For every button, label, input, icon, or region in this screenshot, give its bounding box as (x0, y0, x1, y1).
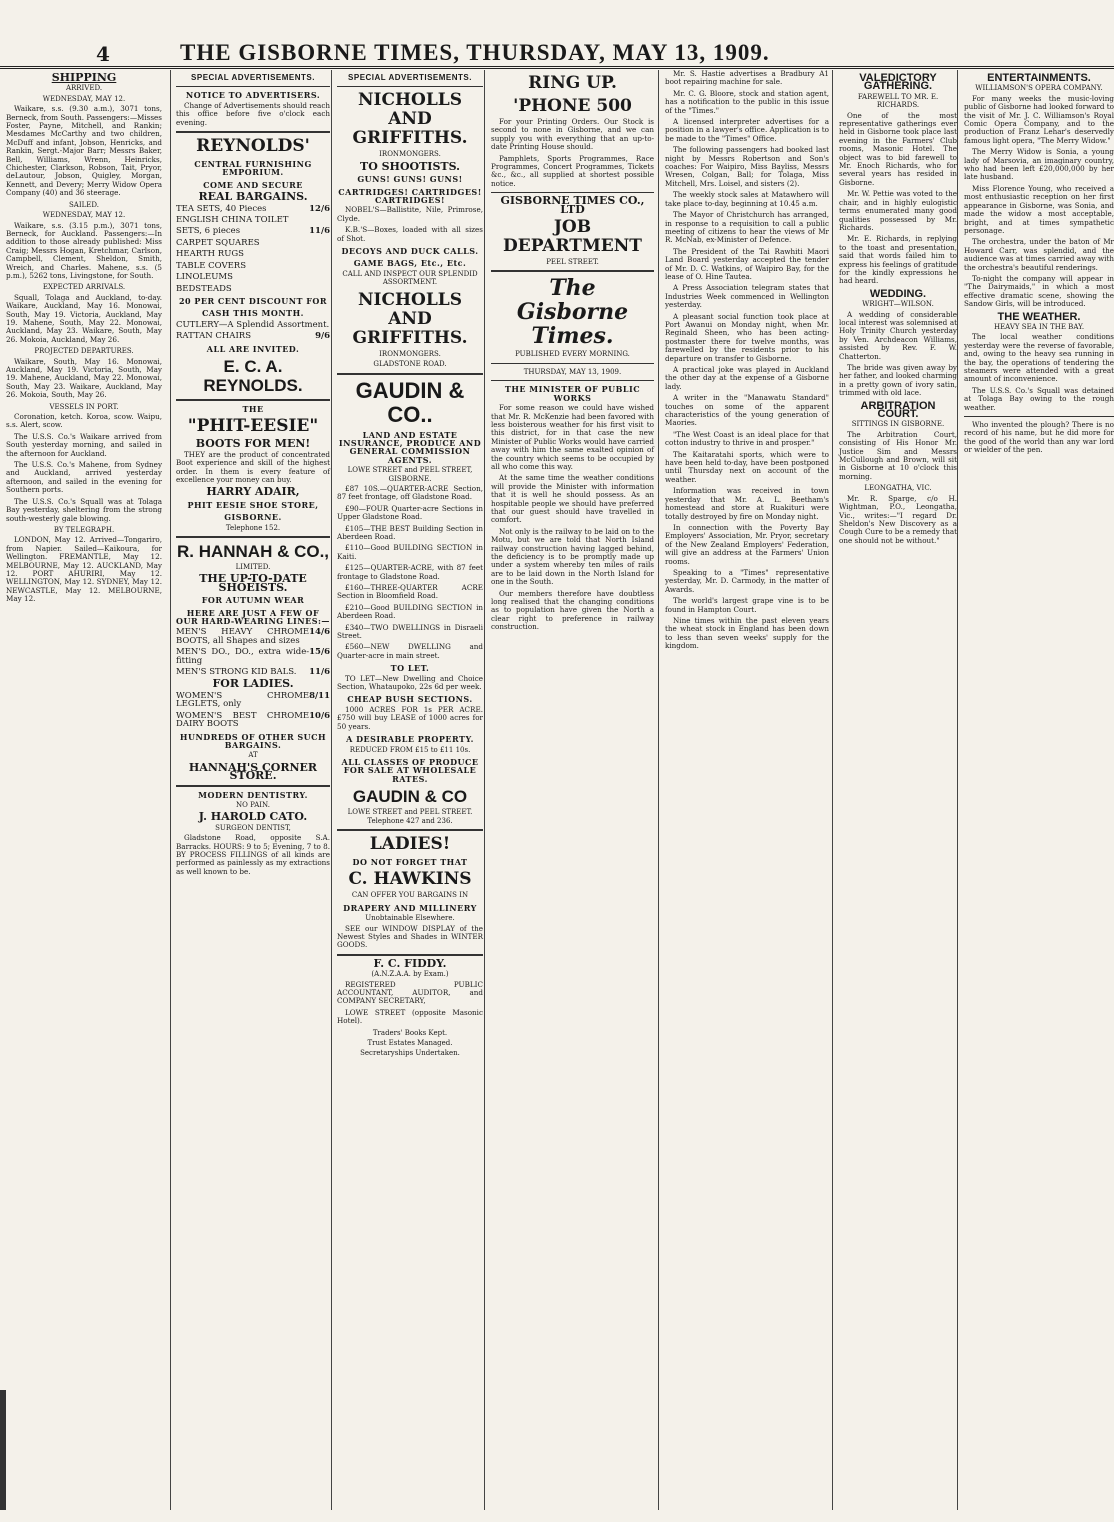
pamphlets-text: Pamphlets, Sports Programmes, Race Programmes, Concert Programmes, Tickets &c., &c., all supplied at shortest possible notice. (491, 153, 654, 188)
news-item: The Mayor of Christchurch has arranged, in response to a requisition to call a public meeting of citizens to hear the views of Mr R. McNab, ex-Minister of Defence. (665, 210, 829, 245)
boots-heading: BOOTS FOR MEN! (195, 437, 311, 451)
cartridges-line: CARTRIDGES! CARTRIDGES! CARTRIDGES! (338, 186, 482, 206)
nicholls-heading-2: NICHOLLS AND GRIFFITHS. (352, 289, 468, 348)
dos-line: MEN'S DO., DO., extra wide-fitting 15/6 (176, 647, 330, 666)
news-item: The weekly stock sales at Matawhero will take place to-day, beginning at 10.45 a.m. (665, 190, 829, 208)
valedictory-para: One of the most representative gatherings ever held in Gisborne took place last evening in the Farmers' Club rooms, Masonic Hotel. The object was to bid farewell to Mr. Enoch Richards, who for several years has resided in Gisborne. (839, 110, 957, 187)
boots-text: THEY are the product of concentrated Boot experience and skill of the highest order. In them is every feature of excellence your money can buy. (176, 449, 330, 484)
land-estate: LAND AND ESTATE INSURANCE, PRODUCE AND GENERAL COMMISSION AGENTS. (338, 429, 482, 465)
listing-9: £560—NEW DWELLING and Quarter-acre in main street. (337, 642, 483, 660)
for-ladies: FOR LADIES. (212, 677, 294, 691)
plough-para: Who invented the plough? There is no record of his name, but he did more for the good of the world than any war lord or wielder of the pen. (964, 420, 1114, 455)
notice-heading: NOTICE TO ADVERTISERS. (185, 90, 321, 101)
cheap-bush-text: 1000 ACRES FOR 1s PER ACRE. £750 will buy LEASE of 1000 acres for 50 years. (337, 704, 483, 731)
nobel-text: NOBEL'S—Ballistite, Nile, Primrose, Clyde. (337, 205, 483, 223)
news-item: A Press Association telegram states that Industries Week commenced in Wellington yesterday. (665, 283, 829, 310)
wedding-para: The bride was given away by her father, and looked charming in a pretty gown of ivory satin, trimmed with old lace. (839, 363, 957, 398)
minister-heading: THE MINISTER OF PUBLIC WORKS (504, 384, 641, 403)
gaudin-heading: GAUDIN & CO.. (355, 377, 465, 427)
gaudin-heading-2: GAUDIN & CO (352, 787, 468, 807)
port-heading: VESSELS IN PORT. (49, 402, 119, 411)
gisborne-label: GISBORNE. (224, 512, 282, 523)
invited-line: ALL ARE INVITED. (206, 343, 300, 354)
column-local-news (658, 70, 835, 1510)
lowe-street-2: LOWE STREET and PEEL STREET. Telephone 427 and 236. (347, 808, 473, 825)
secretaryships: Secretaryships Undertaken. (360, 1049, 460, 1058)
telegraph-text: LONDON, May 12. Arrived—Tongariro, from Napier. Sailed—Kaikoura, for Wellington. FREMANTLE, May 12. MELBOURNE, May 12. AUCKLAND, May 12. PORT AHURIRI, May 12. WELLINGTON, May 12. SYDNEY, May 12. NEWCASTLE, May 12. MELBOURNE, May 12. (6, 535, 162, 604)
sailed-heading: SAILED. (69, 200, 99, 209)
valedictory-para: Mr. E. Richards, in replying to the toast and presentation, said that words failed him to express his feelings of gratitude for the kindly expressions he had heard. (839, 234, 957, 286)
telegraph-heading: BY TELEGRAPH. (53, 525, 115, 534)
column-shipping (6, 70, 168, 1510)
trust-estates: Trust Estates Managed. (367, 1039, 453, 1048)
special-ads-heading: SPECIAL ADVERTISEMENTS. (191, 73, 315, 82)
nicholls-heading: NICHOLLS AND GRIFFITHS. (352, 90, 468, 149)
shipping-para: The U.S.S. Co.'s Waikare arrived from South yesterday morning, and sailed in the afternoon for Auckland. (6, 431, 162, 458)
entertainment-para: The Merry Widow is Sonia, a young lady of Marsovia, an imaginary country, who had been left £20,000,000 by her late husband. (964, 147, 1114, 182)
news-item: The following passengers had booked last night by Messrs Robertson and Son's coaches: For Waipiro, Miss Bayliss, Messrs Wresen, Colgan, Ball; for Tolaga, Miss Mitchell, Mrs. Loisel, and sisters (2). (665, 145, 829, 188)
autumn-wear: FOR AUTUMN WEAR (201, 595, 305, 606)
listing-5: £125—QUARTER-ACRE, with 87 feet frontage to Gladstone Road. (337, 563, 483, 581)
listing-7: £210—Good BUILDING SECTION in Aberdeen Road. (337, 602, 483, 621)
desirable-heading: A DESIRABLE PROPERTY. (346, 734, 474, 745)
shipping-para: The U.S.S. Co.'s Squall was at Tolaga Bay yesterday, sheltering from the strong south-westerly gale blowing. (6, 496, 162, 523)
sailed-text: Waikare, s.s. (3.15 p.m.), 3071 tons, Berneck, for Auckland. Passengers:—In addition to those already published: Miss Craig; Messrs Hogan, Kretchmar, Carlson, Campbell, Clement, Sheldon, Smith, Wreich, and Charles. Mahene, s.s. (5 p.m.), 5262 tons, Livingstone, for South. (6, 220, 162, 280)
carpet-line: CARPET SQUARES (176, 237, 260, 248)
port-text: Coronation, ketch. Koroa, scow. Waipu, s.s. Alert, scow. (6, 412, 162, 430)
listing-3: £105—THE BEST Building Section in Aberdeen Road. (337, 523, 483, 541)
editorial-para: Our members therefore have doubtless long realised that the changing conditions as to population have given the North a clear right to preference in railway construction. (491, 588, 654, 632)
discount-line: 20 PER CENT DISCOUNT FOR (178, 295, 328, 306)
weather-heading: THE WEATHER. (997, 310, 1081, 323)
table-line: TABLE COVERS (176, 260, 247, 271)
column-entertainments (957, 70, 1114, 1510)
valedictory-para: Mr. W. Pettie was voted to the chair, and in highly eulogistic terms enumerated many good qualities possessed by Mr. Richards. (839, 189, 957, 232)
news-item: A writer in the "Manawatu Standard" touches on some of the apparent characteristics of the young generation of Maories. (665, 393, 829, 428)
window-display: SEE our WINDOW DISPLAY of the Newest Styles and Shades in WINTER GOODS. (337, 923, 483, 950)
ladies-heading: LADIES! (369, 833, 451, 854)
to-let-text: TO LET—New Dwelling and Choice Section, Whataupoko, 22s 6d per week. (337, 673, 483, 692)
listing-8: £340—TWO DWELLINGS in Disraeli Street. (337, 622, 483, 641)
leongatha-para: Mr. R. Sparge, c/o H. Wightman, P.O., Leongatha, Vic., writes:—"I regard Dr. Sheldon's New Discovery as a Cough Cure to be a remedy that one should not be without." (839, 493, 957, 545)
reynolds-heading: REYNOLDS' (196, 136, 310, 157)
rattan-line: RATTAN CHAIRS 9/6 (176, 331, 330, 342)
sailed-date: WEDNESDAY, MAY 12. (42, 211, 126, 220)
ironmongers-2: IRONMONGERS. (379, 349, 441, 358)
lino-line: LINOLEUMS (176, 272, 233, 283)
real-bargains: REAL BARGAINS. (198, 190, 308, 204)
edge-mark (0, 1390, 6, 1510)
published-line: PUBLISHED EVERY MORNING. (515, 350, 630, 359)
news-item: A licensed interpreter advertises for a position in a lawyer's office. Application is to be made to the "Times" Office. (665, 117, 829, 143)
hearth-line: HEARTH RUGS (176, 249, 244, 260)
shipping-heading: SHIPPING (51, 71, 117, 84)
guns-line: GUNS! GUNS! GUNS! (357, 174, 463, 185)
newspaper-title: THE GISBORNE TIMES, THURSDAY, MAY 13, 1909. (180, 40, 770, 65)
news-item: Mr. S. Hastie advertises a Bradbury A1 boot repairing machine for sale. (665, 70, 829, 87)
news-item: Nine times within the past eleven years the wheat stock in England has been down to less than seven weeks' supply for the kingdom. (665, 615, 829, 651)
news-item: In connection with the Poverty Bay Employers' Association, Mr. Pryor, secretary of the New Zealand Employers' Federation, will give an address at the Farmers' Union rooms. (665, 522, 829, 566)
weather-para: The U.S.S. Co.'s Squall was detained at Tolaga Bay owing to the rough weather. (964, 385, 1114, 412)
toilet-sets-line: SETS, 6 pieces 11/6 (176, 226, 330, 237)
do-not-forget: DO NOT FORGET THAT (352, 856, 468, 867)
news-item: "The West Coast is an ideal place for that cotton industry to thrive in and prosper." (665, 429, 829, 448)
call-inspect: CALL AND INSPECT OUR SPLENDID ASSORTMENT. (342, 269, 478, 287)
column-advertisements-2 (331, 70, 488, 1510)
projected-heading: PROJECTED DEPARTURES. (34, 347, 134, 356)
drapery-line: DRAPERY AND MILLINERY (343, 902, 477, 913)
kb-text: K.B.'S—Boxes, loaded with all sizes of Shot. (337, 225, 483, 243)
cato-text: Gladstone Road, opposite S.A. Barracks. HOURS: 9 to 5; Evening, 7 to 8. BY PROCESS FILLINGS of all kinds are performed as painlessly as my extractions as well known to be. (176, 833, 330, 876)
save-line: CAN OFFER YOU BARGAINS IN (351, 891, 469, 900)
times-co: GISBORNE TIMES CO., LTD (500, 194, 645, 216)
arbitration-para: The Arbitration Court, consisting of His Honor Mr. Justice Sim and Messrs McCullough and Brown, will sit in Gisborne at 10 o'clock this morning. (839, 429, 957, 481)
cutlery-line: CUTLERY—A Splendid Assortment. (176, 319, 330, 330)
arrived-date: WEDNESDAY, MAY 12. (42, 94, 126, 103)
dairy-line: WOMEN'S BEST CHROME DAIRY BOOTS 10/6 (176, 710, 330, 730)
farewell-sub: FAREWELL TO MR. E. RICHARDS. (857, 92, 939, 110)
news-item: The Kaitaratahi sports, which were to have been held to-day, have been postponed until Thursday next on account of the weather. (665, 449, 829, 484)
listing-1: £87 10S.—QUARTER-ACRE Section, 87 feet frontage, off Gladstone Road. (337, 483, 483, 502)
hawkins-heading: C. HAWKINS (348, 869, 472, 890)
listing-4: £110—Good BUILDING SECTION in Kaiti. (337, 543, 483, 561)
ring-up-heading: RING UP. (528, 73, 617, 93)
shootists-heading: TO SHOOTISTS. (360, 159, 460, 173)
fiddy-heading: F. C. FIDDY. (373, 956, 447, 970)
cheap-bush-heading: CHEAP BUSH SECTIONS. (347, 694, 473, 705)
column-social (832, 70, 963, 1510)
news-item: A practical joke was played in Auckland the other day at the expense of a Gisborne lady. (665, 365, 829, 391)
peel-street: PEEL STREET. (546, 258, 599, 267)
special-ads-heading: SPECIAL ADVERTISEMENTS. (348, 73, 472, 82)
lowe-street-3: LOWE STREET (opposite Masonic Hotel). (337, 1007, 483, 1026)
news-item: The President of the Tai Rawhiti Maori Land Board yesterday accepted the tender of Mr. D. C. Watkins, of Waipiro Bay, for the lease of O. Hine Tautea. (665, 246, 829, 281)
hundreds-line: HUNDREDS OF OTHER SUCH BARGAINS. (179, 731, 327, 750)
news-item: Information was received in town yesterday that Mr. A. L. Beetham's homestead and store at Ruakituri were totally destroyed by fire on Monday night. (665, 486, 829, 521)
bedsteads-line: BEDSTEADS (176, 283, 232, 294)
masthead (0, 38, 1114, 69)
limited-label: LIMITED. (235, 563, 271, 571)
surgeon-label: SURGEON DENTIST, (215, 823, 291, 832)
cato-heading: J. HAROLD CATO. (198, 810, 308, 824)
unobtainable: Unobtainable Elsewhere. (365, 914, 455, 923)
listing-2: £90—FOUR Quarter-acre Sections in Upper Gladstone Road. (337, 503, 483, 522)
williamson-sub: WILLIAMSON'S OPERA COMPANY. (975, 84, 1103, 93)
emporium-heading: CENTRAL FURNISHING EMPORIUM. (194, 159, 312, 178)
valedictory-heading: VALEDICTORY GATHERING. (859, 72, 937, 93)
cash-line: CASH THIS MONTH. (202, 308, 304, 319)
expected-text: Squall, Tolaga and Auckland, to-day. Waikare, Auckland, May 16. Monowai, South, May 19. Victoria, Auckland, May 19. Mahene, South, May 22. Monowai, Auckland, May 23. Waikare, South, May 26. Mokoia, Auckland, May 26. (6, 292, 162, 344)
arrived-heading: ARRIVED. (65, 84, 103, 93)
weather-para: The local weather conditions yesterday were the reverse of favorable, and, owing to the heavy sea running in the bay, the operations of tendering the steamers were attended with a great amount of inconvenience. (964, 332, 1114, 384)
phiteesie-heading: "PHIT-EESIE" (187, 416, 319, 437)
shoe-store: PHIT EESIE SHOE STORE, (187, 499, 319, 510)
listing-6: £160—THREE-QUARTER ACRE Section in Bloomfield Road. (337, 583, 483, 601)
editorial-date: THURSDAY, MAY 13, 1909. (523, 367, 622, 376)
news-item: A pleasant social function took place at Port Awanui on Monday night, when Mr. Reginald Sheen, who has been acting-postmaster there for twelve months, was farewelled by the residents prior to his departure on transfer to Gisborne. (665, 311, 829, 363)
entertainments-heading: ENTERTAINMENTS. (987, 72, 1091, 84)
traders-books: Traders' Books Kept. (372, 1028, 448, 1037)
anzaa: (A.N.Z.A.A. by Exam.) (371, 970, 449, 979)
at-label: AT (248, 751, 258, 760)
all-classes: ALL CLASSES OF PRODUCE FOR SALE AT WHOLESALE RATES. (341, 756, 479, 784)
notice-text: Change of Advertisements should reach this office before five o'clock each evening. (176, 100, 330, 127)
to-let-heading: TO LET. (390, 663, 430, 674)
expected-heading: EXPECTED ARRIVALS. (42, 283, 126, 292)
come-secure: COME AND SECURE (203, 179, 303, 190)
nopain-label: NO PAIN. (236, 800, 270, 809)
news-item: Speaking to a "Times" representative yesterday, Mr. D. Carmody, in the matter of Awards. (665, 567, 829, 594)
sittings-sub: SITTINGS IN GISBORNE. (851, 420, 945, 429)
editorial-para: For some reason we could have wished that Mr. R. McKenzie had been favored with less boisterous weather for his first visit to this district, for in that case the new Minister of Public Works would have carried away with him the same exalted opinion of the country which seems to be occupied by all who come this way. (491, 403, 654, 471)
entertainment-para: The orchestra, under the baton of Mr Howard Carr, was splendid, and the audience was at times carried away with the orchestra's beautiful renderings. (964, 237, 1114, 272)
editorial-para: Not only is the railway to be laid on to the Motu, but we are told that North Island railway construction having lagged behind, the deficiency is to be promptly made up under a system whereby ten miles of rails are to be laid down in the North Island for one in the South. (491, 526, 654, 587)
chrome-boots-line: MEN'S HEAVY CHROME BOOTS, all Shapes and sizes 14/6 (176, 627, 330, 646)
harry-adair: HARRY ADAIR, (206, 485, 300, 499)
leongatha-sub: LEONGATHA, VIC. (864, 484, 932, 493)
column-editorial (484, 70, 660, 1510)
shipping-para: The U.S.S. Co.'s Mahene, from Sydney and Auckland, arrived yesterday afternoon, and sailed in the evening for Southern ports. (6, 460, 162, 495)
entertainment-para: Miss Florence Young, who received a most enthusiastic reception on her first appearance in Gisborne, was Sonia, and made the widow a most acceptable, bright, and at times sympathetic personage. (964, 183, 1114, 235)
decoys-line: DECOYS AND DUCK CALLS. (341, 246, 479, 257)
the-label: THE (242, 403, 264, 414)
job-department: JOB DEPARTMENT (503, 217, 642, 257)
uptodate-heading: THE UP-TO-DATE SHOEISTS. (199, 572, 307, 594)
corner-store: HANNAH'S CORNER STORE. (188, 760, 318, 783)
wedding-sub: WRIGHT—WILSON. (862, 300, 934, 309)
dentistry-heading: MODERN DENTISTRY. (198, 789, 308, 800)
hard-wearing: HERE ARE JUST A FEW OF OUR HARD-WEARING LINES:— (176, 607, 330, 627)
wedding-para: A wedding of considerable local interest was solemnised at Holy Trinity Church yesterday by Ven. Archdeacon Williams, assisted by Rev. F. W. Chatterton. (839, 309, 957, 361)
english-china-line: ENGLISH CHINA TOILET (176, 215, 289, 226)
entertainment-para: To-night the company will appear in "The Dairymaids," in which a most effective dramatic scene, showing the Sandow Girls, will be introduced. (964, 273, 1114, 309)
registered-text: REGISTERED PUBLIC ACCOUNTANT, AUDITOR, and COMPANY SECRETARY, (337, 979, 483, 1006)
gladstone-road: GLADSTONE ROAD. (373, 360, 447, 369)
page-number: 4 (96, 42, 110, 66)
news-item: The world's largest grape vine is to be found in Hampton Court. (665, 596, 829, 614)
gisborne-times-nameplate: The Gisborne Times. (516, 275, 629, 350)
phone-500: 'PHONE 500 (513, 96, 632, 116)
leglets-line: WOMEN'S CHROME LEGLETS, only 8/11 (176, 690, 330, 710)
lowe-street: LOWE STREET and PEEL STREET, GISBORNE. (347, 466, 473, 483)
heavy-sea-sub: HEAVY SEA IN THE BAY. (993, 322, 1085, 331)
eca-reynolds: E. C. A. REYNOLDS. (203, 356, 303, 395)
news-item: Mr. C. G. Bloore, stock and station agent, has a notification to the public in this issue of the "Times." (665, 88, 829, 115)
column-advertisements-1 (170, 70, 335, 1510)
phone-text: For your Printing Orders. Our Stock is second to none in Gisborne, and we can supply you with everything that an up-to-date Printing House should. (491, 117, 654, 152)
telephone: Telephone 152. (225, 523, 281, 532)
arbitration-heading: ARBITRATION COURT. (860, 399, 936, 421)
editorial-para: At the same time the weather conditions will provide the Minister with information that it is well he should possess. As an hospitable people we should have preferred that our guest should have travelled in comfort. (491, 473, 654, 525)
entertainment-para: For many weeks the music-loving public of Gisborne had looked forward to the visit of Mr. J. C. Williamson's Royal Comic Opera Company, and to the production of Franz Lehar's deservedly famous light opera, "The Merry Widow." (964, 93, 1114, 145)
ironmongers: IRONMONGERS. (379, 150, 441, 159)
reduced-line: REDUCED FROM £15 to £11 10s. (349, 745, 471, 754)
arrived-text: Waikare, s.s. (9.30 a.m.), 3071 tons, Berneck, from South. Passengers:—Misses Foster, Payne, Mitchell, and Rankin; Mesdames McCarthy and two children, McDuff and infant, Jobson, Henricks, and Rankin, Sergt.-Major Barr; Messrs Baker, Bell, Williams, Wrenn, Heinricks, Chichester, Clarkson, Robson, Tait, Pryor, deLautour, Jobson, Quigley, Morgan, Kennett, and Devery; Merry Widow Opera Company (40) and 36 steerage. (6, 104, 162, 198)
game-bags-line: GAME BAGS, Etc., Etc. (353, 258, 467, 269)
wedding-heading: WEDDING. (869, 287, 927, 300)
kid-bals-line: MEN'S STRONG KID BALS. 11/6 (176, 667, 330, 678)
tea-sets-line: TEA SETS, 40 Pieces 12/6 (176, 203, 330, 214)
hannah-heading: R. HANNAH & CO., (176, 542, 330, 561)
projected-text: Waikare, South, May 16. Monowai, Auckland, May 19. Victoria, South, May 19. Mahene, Auckland, May 22. Monowai, South, May 23. Waikare, Auckland, May 26. Mokoia, South, May 26. (6, 356, 162, 400)
